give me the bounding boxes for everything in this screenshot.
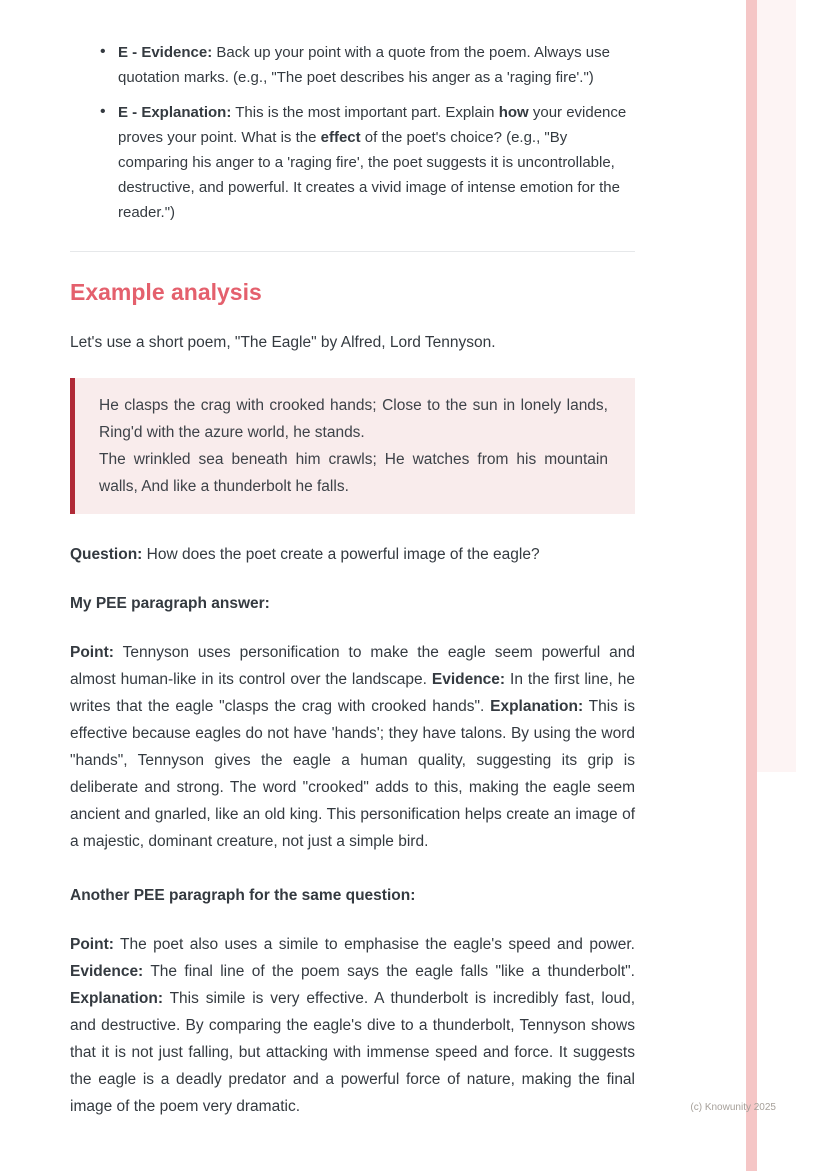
bullet-text-evidence: E - Evidence: Back up your point with a quote from the poem. Always use quotation marks. (e.g., "The poet describes his anger as a 'raging fire'.") bbox=[118, 44, 610, 86]
bullet-item-evidence bbox=[70, 40, 635, 90]
poem-quote bbox=[70, 378, 635, 514]
section-heading: Example analysis bbox=[70, 279, 262, 305]
bullet-item-explanation bbox=[70, 100, 635, 225]
bullet-text-explanation: E - Explanation: This is the most important part. Explain how your evidence proves your point. What is the effect of the poet's choice? (e.g., "By comparing his anger to a 'raging fire', the poet suggests it is uncontrollable, destructive, and powerful. It creates a vivid image of intense emotion for the reader.") bbox=[118, 104, 627, 221]
page-edge-stripe bbox=[746, 0, 757, 1171]
pee-paragraph-2: Point: The poet also uses a simile to emphasise the eagle's speed and power. Evidence: The final line of the poem says the eagle falls "like a thunderbolt". Explanation: This simile is very effective. A thunderbolt is incredibly fast, loud, and destructive. By comparing the eagle's dive to a thunderbolt, Tennyson shows that it is not just falling, but attacking with immense speed and force. It suggests the eagle is a deadly predator and a powerful force of nature, making the final image of the poem very dramatic. bbox=[70, 936, 635, 1115]
answer-label: My PEE paragraph answer: bbox=[70, 595, 270, 612]
page-edge-panel bbox=[757, 0, 796, 772]
pee-bullet-list bbox=[70, 40, 635, 225]
poem-line: The wrinkled sea beneath him crawls; He watches from his mountain walls, And like a thunderbolt he falls. bbox=[99, 451, 608, 495]
pee-paragraph-1: Point: Tennyson uses personification to make the eagle seem powerful and almost human-like in its control over the landscape. Evidence: In the first line, he writes that the eagle "clasps the crag with crooked hands". Explanation: This is effective because eagles do not have 'hands'; they have talons. By using the word "hands", Tennyson gives the eagle a human quality, suggesting its grip is deliberate and strong. The word "crooked" adds to this, making the eagle seem ancient and gnarled, like an old king. This personification helps create an image of a majestic, dominant creature, not just a simple bird. bbox=[70, 644, 636, 850]
document-content bbox=[70, 40, 635, 1120]
bullet-marker-icon: • bbox=[100, 43, 106, 60]
intro-paragraph: Let's use a short poem, "The Eagle" by Alfred, Lord Tennyson. bbox=[70, 334, 496, 351]
another-label: Another PEE paragraph for the same question: bbox=[70, 887, 416, 904]
poem-line: He clasps the crag with crooked hands; Close to the sun in lonely lands, Ring'd with the azure world, he stands. bbox=[99, 397, 608, 441]
bullet-marker-icon: • bbox=[100, 103, 106, 120]
question-paragraph: Question: How does the poet create a powerful image of the eagle? bbox=[70, 546, 540, 563]
watermark: (c) Knowunity 2025 bbox=[690, 1102, 776, 1113]
section-divider bbox=[70, 251, 635, 252]
